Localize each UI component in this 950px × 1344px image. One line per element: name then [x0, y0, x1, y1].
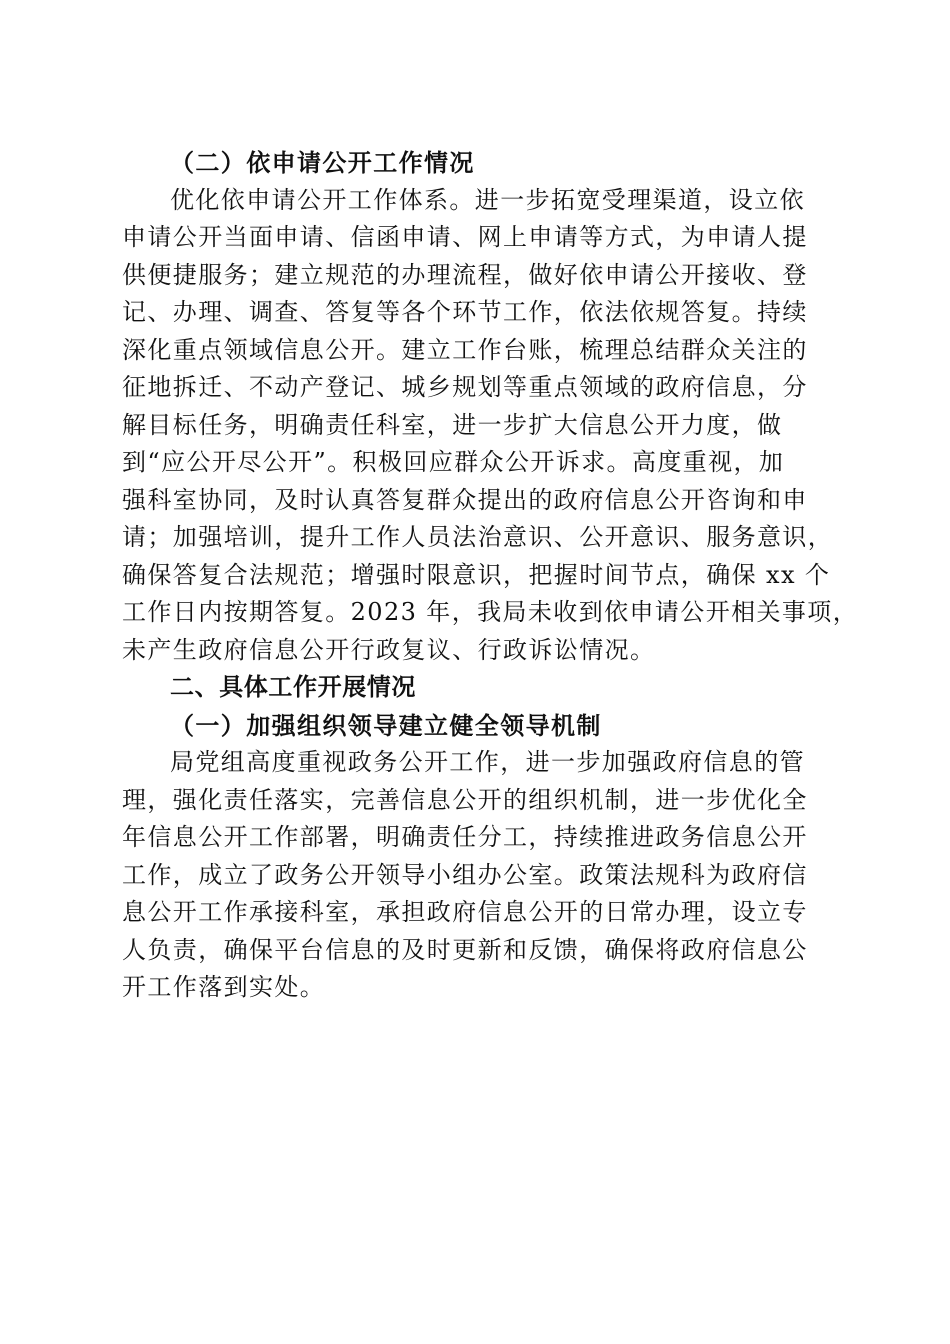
text-line: 深化重点领域信息公开。建立工作台账，梳理总结群众关注的 [122, 335, 808, 364]
text-line: 征地拆迁、不动产登记、城乡规划等重点领域的政府信息，分 [122, 373, 808, 401]
text-line: 工作，成立了政务公开领导小组办公室。政策法规科为政府信 [122, 860, 808, 889]
text-line: 确保答复合法规范；增强时限意识，把握时间节点，确保 xx 个 [122, 560, 831, 589]
text-line: 未产生政府信息公开行政复议、行政诉讼情况。 [122, 635, 656, 664]
section-heading-2: 二、具体工作开展情况 [170, 673, 416, 701]
text-line: 供便捷服务；建立规范的办理流程，做好依申请公开接收、登 [122, 260, 808, 289]
text-line: 解目标任务，明确责任科室，进一步扩大信息公开力度，做 [122, 410, 783, 439]
text-line: 理，强化责任落实，完善信息公开的组织机制，进一步优化全 [122, 785, 808, 814]
document-body [122, 144, 859, 1007]
text-line: 息公开工作承接科室，承担政府信息公开的日常办理，设立专 [122, 898, 808, 926]
paragraph-apply-disclosure [122, 182, 859, 670]
text-line: 年信息公开工作部署，明确责任分工，持续推进政务信息公开 [122, 823, 808, 851]
text-line: 请；加强培训，提升工作人员法治意识、公开意识、服务意识， [122, 523, 834, 551]
paragraph-organization [122, 744, 830, 1007]
subsection-heading-1: （一）加强组织领导建立健全领导机制 [170, 710, 602, 740]
text-line: 人负责，确保平台信息的及时更新和反馈，确保将政府信息公 [122, 935, 808, 964]
text-line: 开工作落到实处。 [122, 973, 326, 1001]
text-line: 局党组高度重视政务公开工作，进一步加强政府信息的管 [170, 748, 805, 776]
text-line: 到“应公开尽公开”。积极回应群众公开诉求。高度重视，加 [122, 448, 785, 476]
text-line: 工作日内按期答复。2023 年，我局未收到依申请公开相关事项， [122, 598, 859, 626]
text-line: 优化依申请公开工作体系。进一步拓宽受理渠道，设立依 [170, 185, 805, 214]
text-line: 记、办理、调查、答复等各个环节工作，依法依规答复。持续 [122, 298, 808, 326]
text-line: 强科室协同，及时认真答复群众提出的政府信息公开咨询和申 [122, 485, 808, 514]
text-line: 申请公开当面申请、信函申请、网上申请等方式，为申请人提 [122, 223, 808, 251]
subsection-heading-2: （二）依申请公开工作情况 [170, 148, 475, 177]
